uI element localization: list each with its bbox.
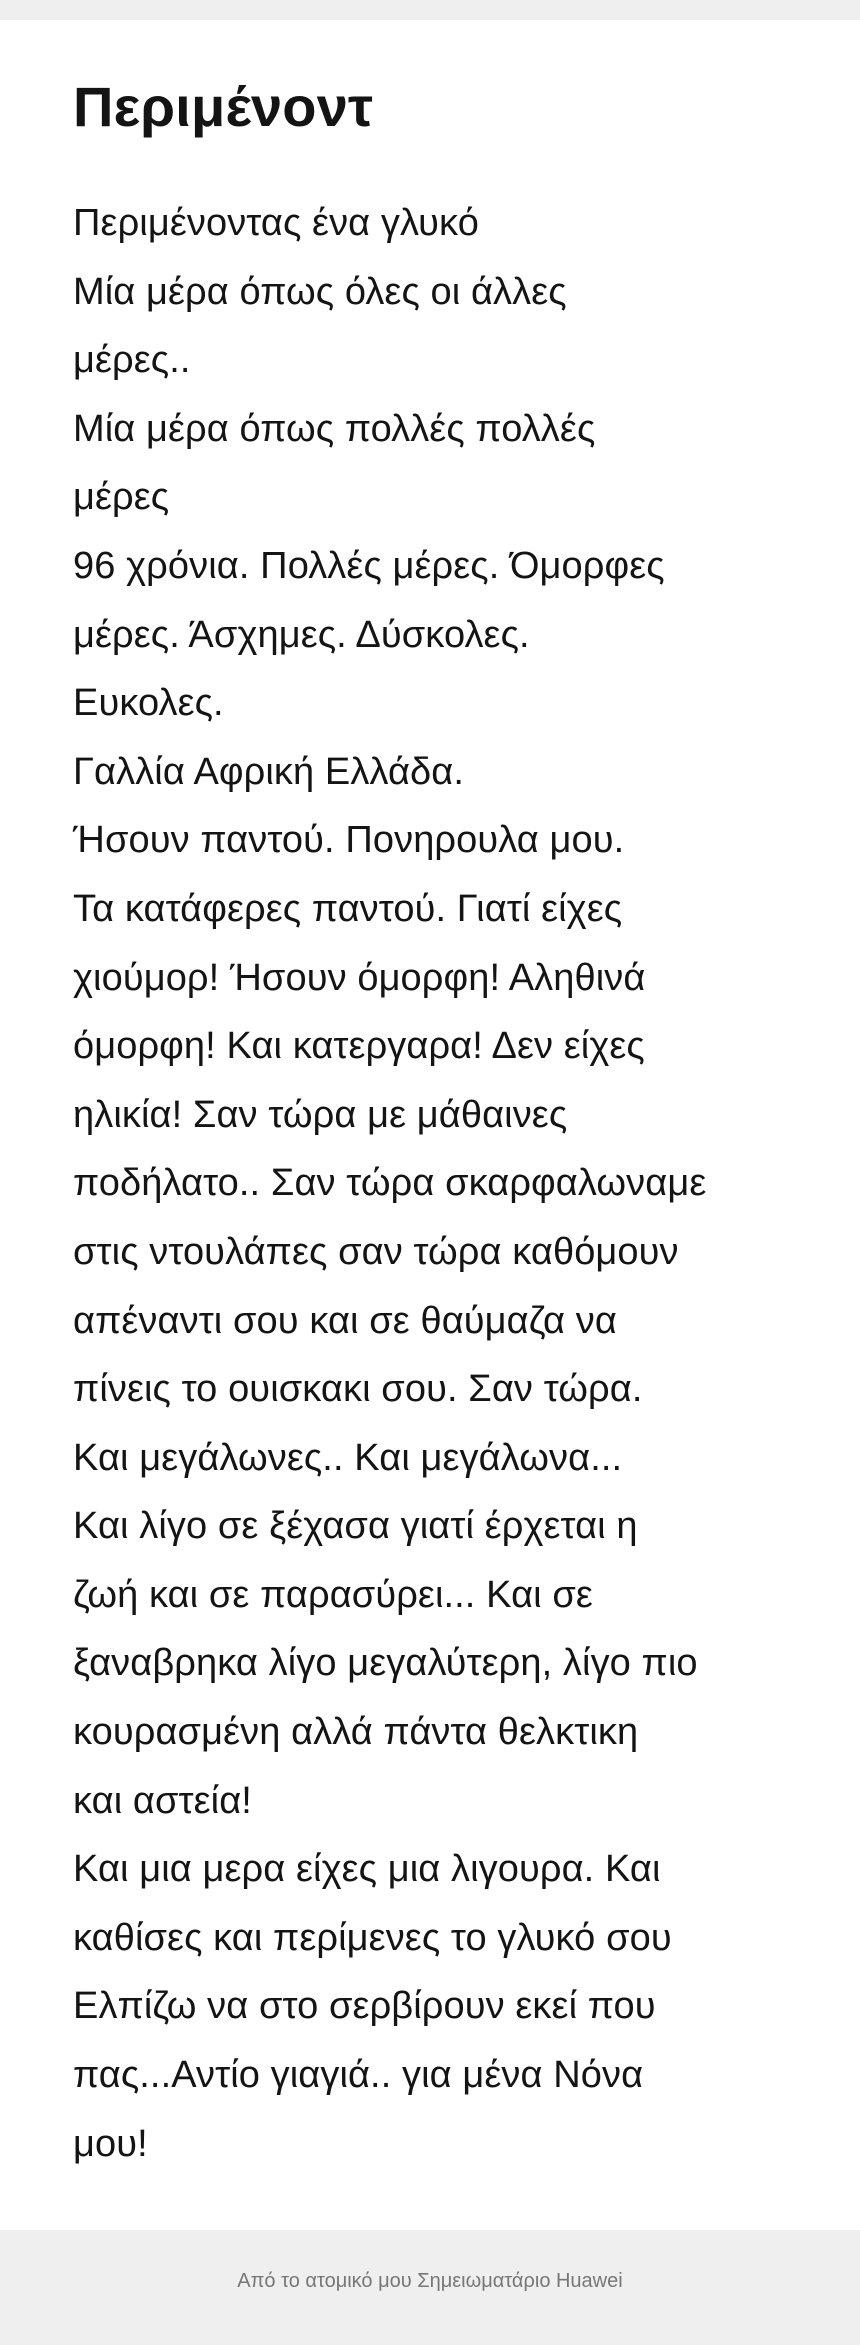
note-body (73, 189, 833, 2178)
note-card (0, 20, 860, 2230)
note-line: κουρασμένη αλλά πάντα θελκτικη (73, 1711, 639, 1754)
note-line: Μία μέρα όπως πολλές πολλές (73, 407, 596, 450)
footer-text: Από το ατομικό μου Σημειωματάριο Huawei (237, 2270, 623, 2292)
note-line: μέρες.. (73, 339, 191, 382)
note-line: πίνεις το ουισκακι σου. Σαν τώρα. (73, 1368, 643, 1411)
note-line: ζωή και σε παρασύρει... Και σε (73, 1573, 593, 1616)
note-line: μέρες. Άσχημες. Δύσκολες. (73, 613, 530, 656)
note-line: και αστεία! (73, 1779, 252, 1822)
note-line: Ήσουν παντού. Πονηρουλα μου. (73, 819, 625, 862)
note-line: Μία μέρα όπως όλες οι άλλες (73, 270, 567, 313)
note-line: μου! (73, 2122, 148, 2165)
footer (0, 2230, 860, 2345)
note-line: ηλικία! Σαν τώρα με μάθαινες (73, 1093, 568, 1136)
note-line: Γαλλία Αφρική Ελλάδα. (73, 750, 465, 793)
note-line: Και μια μερα είχες μια λιγουρα. Και (73, 1848, 661, 1891)
note-line: χιούμορ! Ήσουν όμορφη! Αληθινά (73, 956, 646, 999)
note-line: Και λίγο σε ξέχασα γιατί έρχεται η (73, 1505, 638, 1548)
note-line: στις ντουλάπες σαν τώρα καθόμουν (73, 1230, 679, 1273)
note-line: καθίσες και περίμενες το γλυκό σου (73, 1916, 672, 1959)
note-line: 96 χρόνια. Πολλές μέρες. Όμορφες (73, 544, 665, 587)
note-line: ξαναβρηκα λίγο μεγαλύτερη, λίγο πιο (73, 1642, 698, 1685)
note-line: όμορφη! Και κατεργαρα! Δεν είχες (73, 1025, 645, 1068)
note-line: πας...Αντίο γιαγιά.. για μένα Νόνα (73, 2054, 644, 2097)
note-line: Τα κατάφερες παντού. Γιατί είχες (73, 887, 623, 930)
note-line: Και μεγάλωνες.. Και μεγάλωνα... (73, 1436, 623, 1479)
note-title: Περιμένοντ (73, 75, 374, 138)
top-band (0, 0, 860, 20)
note-line: μέρες (73, 476, 170, 519)
note-line: Περιμένοντας ένα γλυκό (73, 202, 479, 244)
note-line: απέναντι σου και σε θαύμαζα να (73, 1299, 617, 1342)
note-line: ποδήλατο.. Σαν τώρα σκαρφαλωναμε (73, 1162, 707, 1205)
note-line: Ευκολες. (73, 682, 224, 725)
note-line: Ελπίζω να στο σερβίρουν εκεί που (73, 1985, 656, 2028)
